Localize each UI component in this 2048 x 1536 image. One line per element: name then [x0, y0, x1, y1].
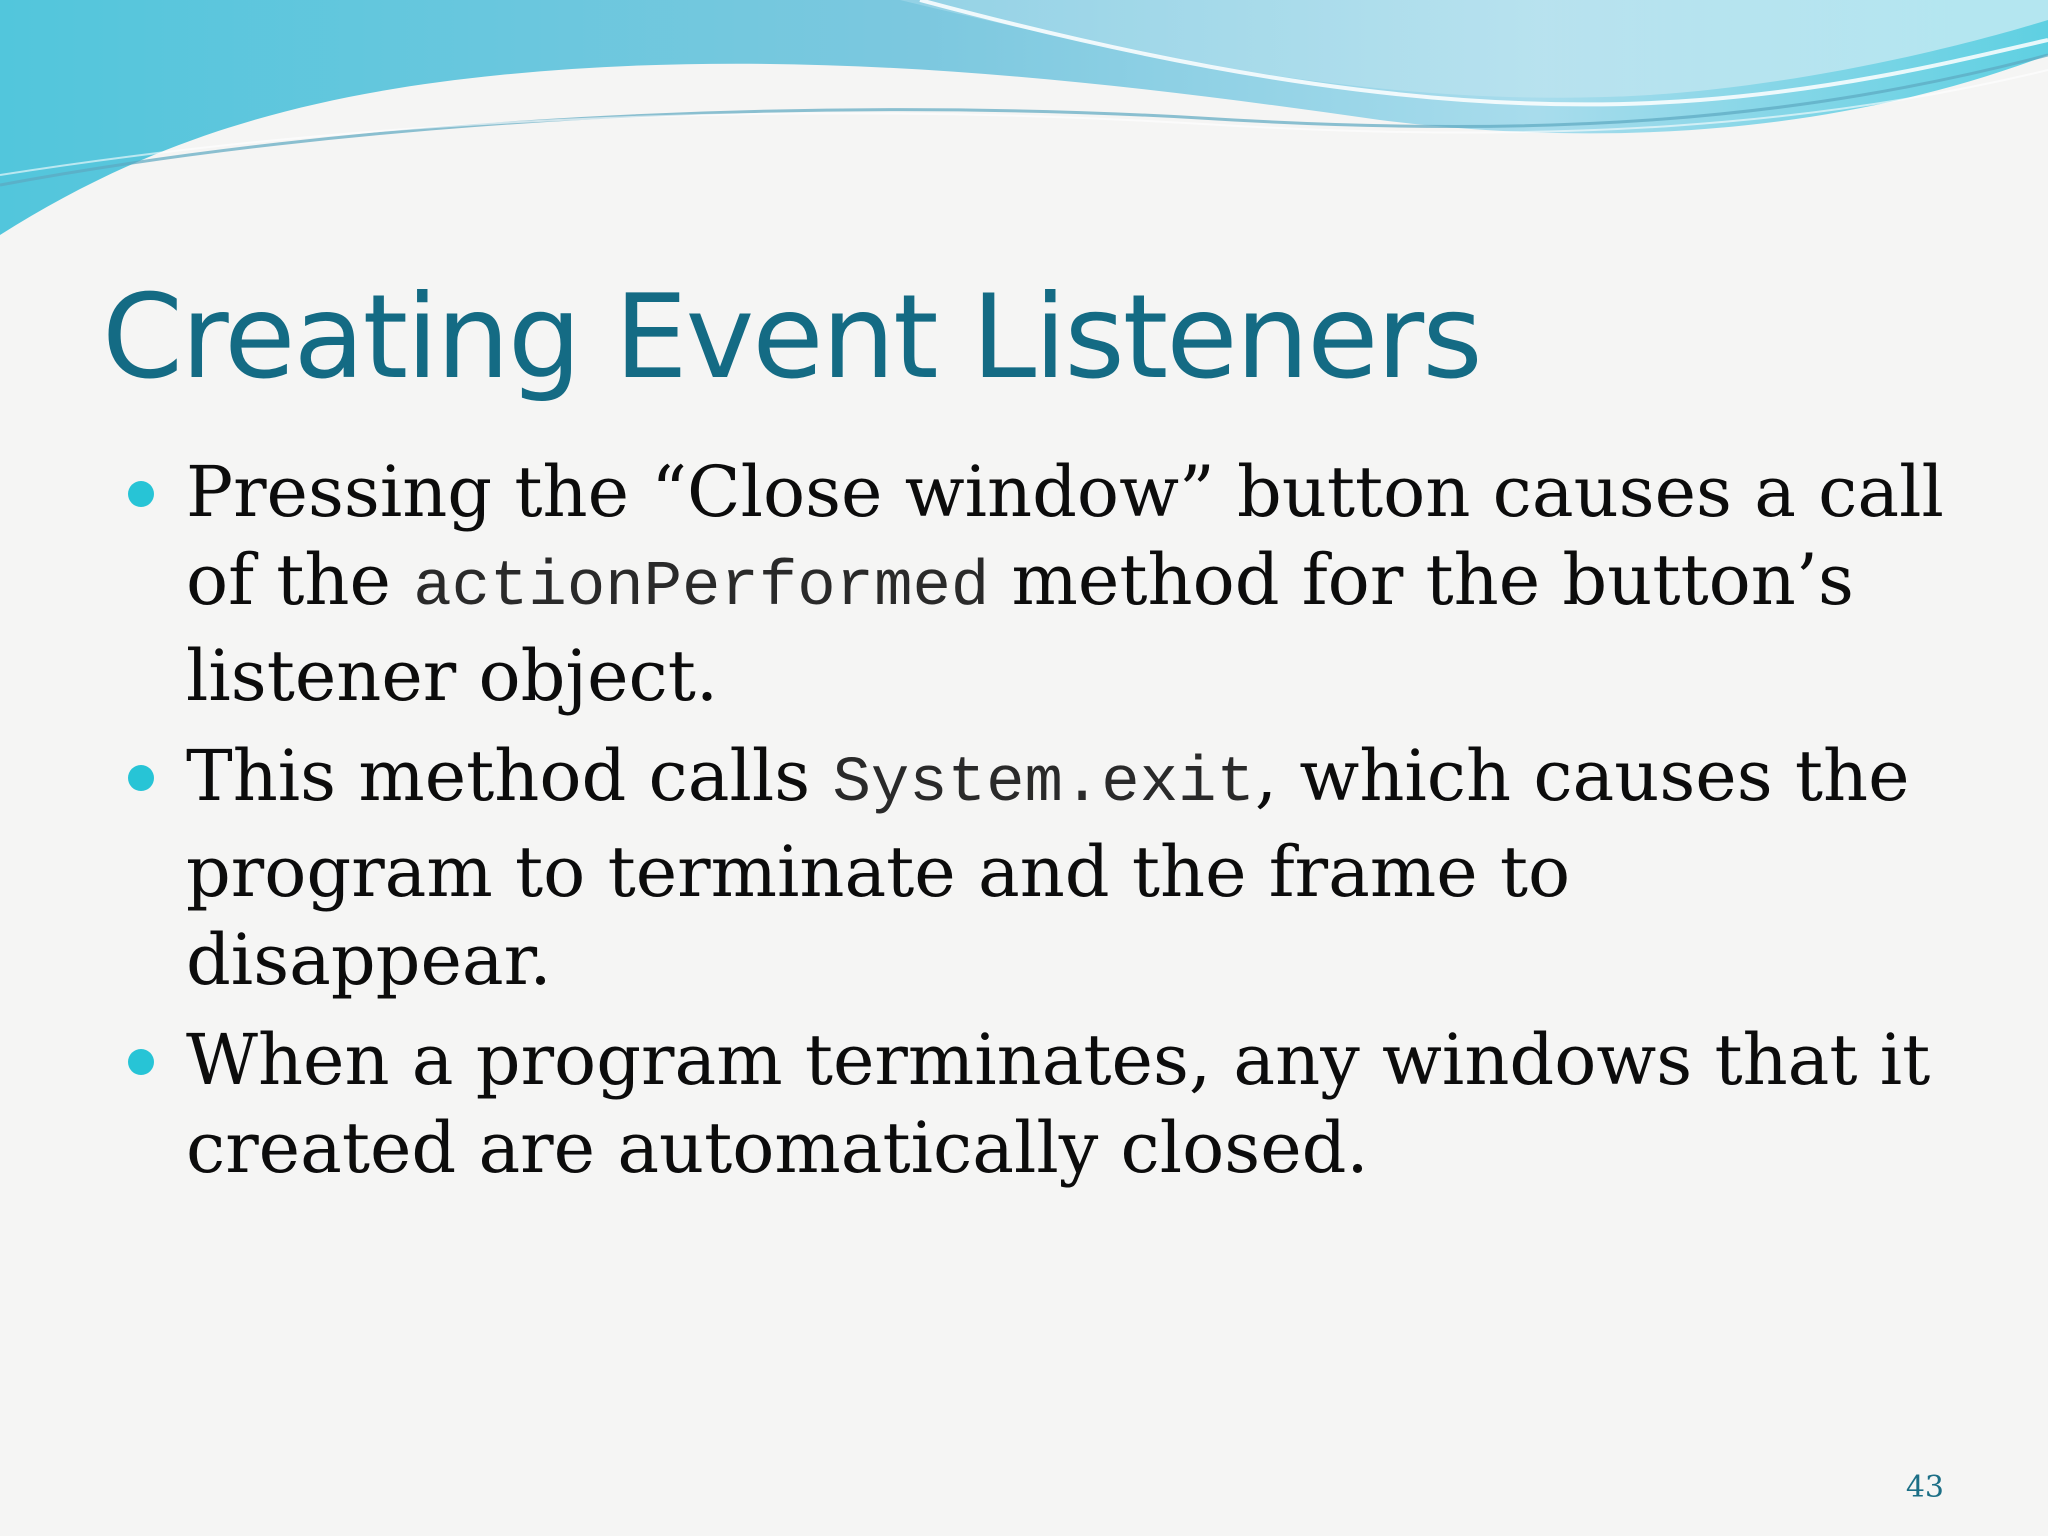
bullet-dot-icon: [128, 1049, 154, 1075]
bullet-text: , which causes the program to terminate and the frame to disappear.: [186, 735, 1910, 1001]
bullet-text: Pressing the “Close window” button causes a call of the: [186, 451, 1944, 621]
bullet-text: This method calls: [186, 735, 833, 817]
code-snippet: actionPerformed: [413, 552, 990, 624]
bullet-item: [128, 448, 1958, 720]
bullet-item: [128, 732, 1958, 1004]
bullet-dot-icon: [128, 481, 154, 507]
slide-title: Creating Event Listeners: [102, 270, 1481, 405]
page-number: 43: [1905, 1470, 1944, 1505]
bullet-list: [128, 448, 1958, 1212]
bullet-text: method for the button’s listener object.: [186, 539, 1854, 717]
bullet-dot-icon: [128, 765, 154, 791]
bullet-text: When a program terminates, any windows that it created are automatically closed.: [186, 1019, 1931, 1189]
code-snippet: System.exit: [832, 748, 1255, 820]
header-wave-decoration: [0, 0, 2048, 260]
bullet-item: [128, 1016, 1958, 1200]
